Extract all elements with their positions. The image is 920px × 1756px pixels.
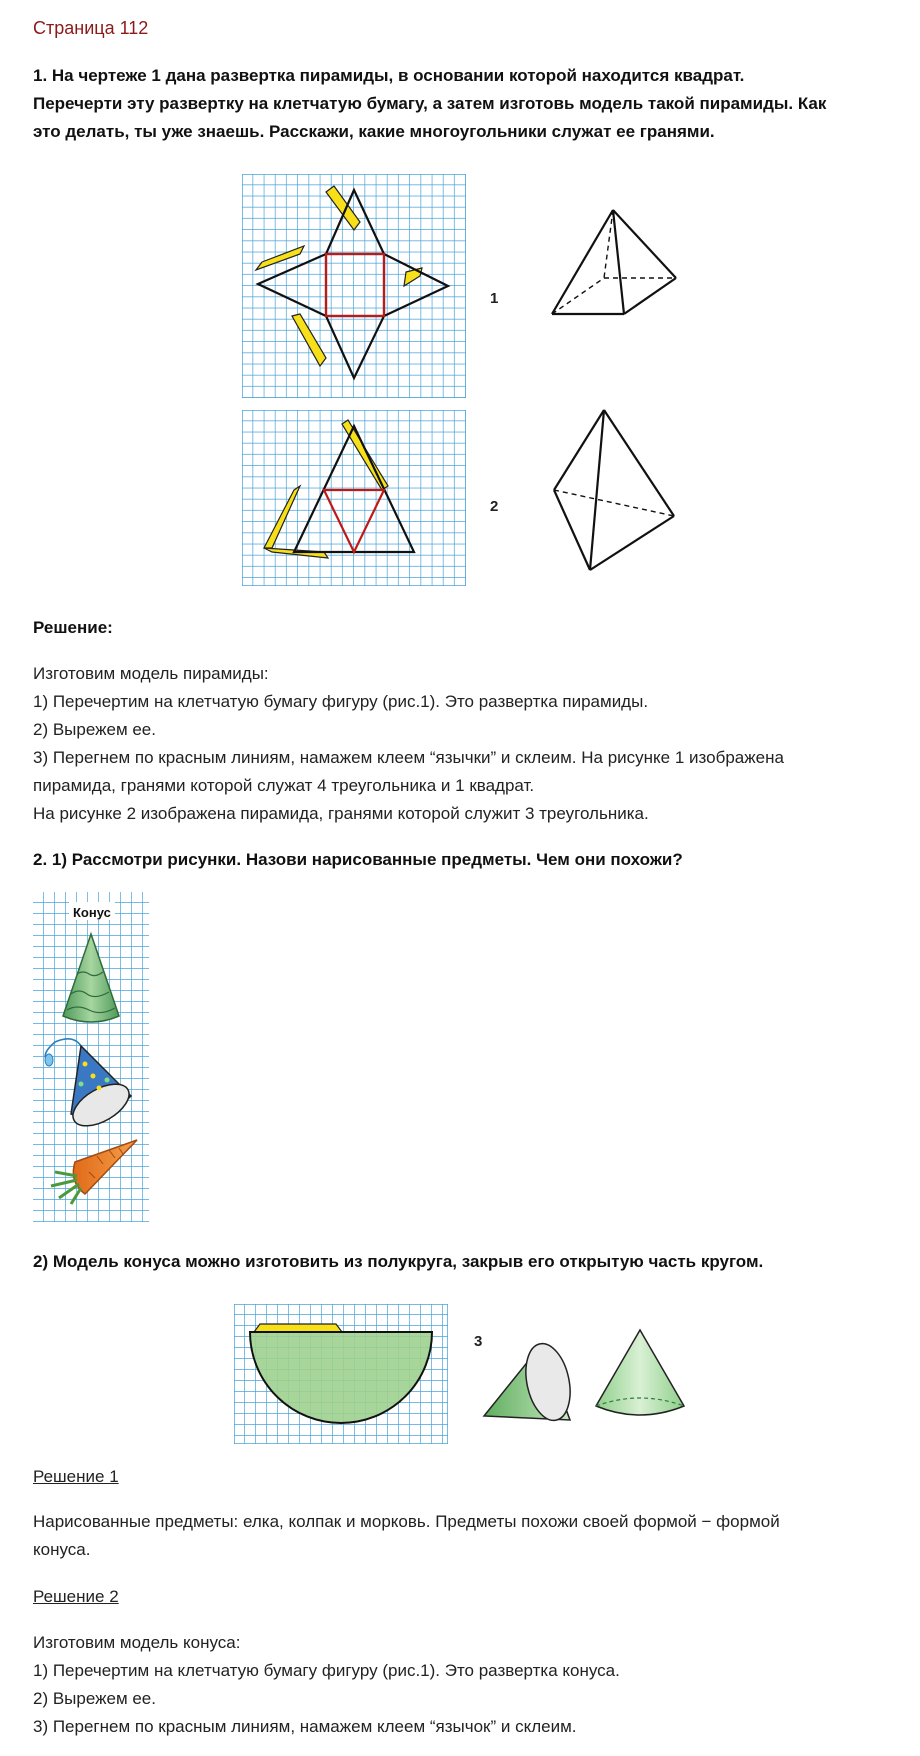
- cone-upright-drawing: [592, 1326, 688, 1426]
- pyramid-net-figure-1: [242, 174, 466, 398]
- solution-line: 3) Перегнем по красным линиям, намажем клеем “язычки” и склеим. На рисунке 1 изображена: [33, 748, 784, 767]
- task-2-solution-2: [33, 1629, 883, 1741]
- task-1-text: [33, 62, 883, 146]
- triangular-pyramid-drawing: [548, 406, 682, 574]
- solution-line: 2) Вырежем ее.: [33, 1689, 156, 1708]
- solution-line: 3) Перегнем по красным линиям, намажем клеем “язычок” и склеим.: [33, 1717, 577, 1736]
- task-1-line: это делать, ты уже знаешь. Расскажи, какие многоугольники служат ее гранями.: [33, 122, 715, 141]
- solution-1-heading: Решение 1: [33, 1467, 119, 1486]
- task-1-solution: [33, 660, 883, 828]
- page-title: Страница 112: [33, 18, 149, 38]
- task-2-solution-1: [33, 1508, 883, 1564]
- figure-label-1: 1: [490, 290, 499, 307]
- solution-line: 2) Вырежем ее.: [33, 720, 156, 739]
- square-pyramid-drawing: [548, 204, 682, 324]
- solution-2-heading: Решение 2: [33, 1587, 119, 1606]
- solution-line: Изготовим модель пирамиды:: [33, 664, 269, 683]
- pyramid-net-figure-2: [242, 410, 466, 586]
- solution-line: 1) Перечертим на клетчатую бумагу фигуру (рис.1). Это развертка конуса.: [33, 1661, 620, 1680]
- solution-line: конуса.: [33, 1540, 91, 1559]
- cone-label: Конус: [73, 905, 111, 920]
- task-1-line: Перечерти эту развертку на клетчатую бумагу, а затем изготовь модель такой пирамиды. Как: [33, 94, 827, 113]
- figure-label-3: 3: [474, 1333, 483, 1350]
- solution-line: Изготовим модель конуса:: [33, 1633, 241, 1652]
- figure-label-2: 2: [490, 498, 499, 515]
- solution-line: Нарисованные предметы: елка, колпак и морковь. Предметы похожи своей формой − формой: [33, 1512, 780, 1531]
- task-2-part-1: 2. 1) Рассмотри рисунки. Назови нарисованные предметы. Чем они похожи?: [33, 850, 683, 869]
- cone-net-semicircle: [234, 1304, 448, 1444]
- task-2-part-2: 2) Модель конуса можно изготовить из полукруга, закрыв его открытую часть кругом.: [33, 1252, 764, 1271]
- cone-tipped-drawing: [480, 1340, 580, 1430]
- solution-heading: Решение:: [33, 618, 113, 637]
- solution-line: пирамида, гранями которой служат 4 треугольника и 1 квадрат.: [33, 776, 535, 795]
- cone-objects-picture: [33, 892, 149, 1222]
- task-1-line: 1. На чертеже 1 дана развертка пирамиды, в основании которой находится квадрат.: [33, 66, 745, 85]
- solution-line: На рисунке 2 изображена пирамида, гранями которой служит 3 треугольника.: [33, 804, 649, 823]
- solution-line: 1) Перечертим на клетчатую бумагу фигуру (рис.1). Это развертка пирамиды.: [33, 692, 649, 711]
